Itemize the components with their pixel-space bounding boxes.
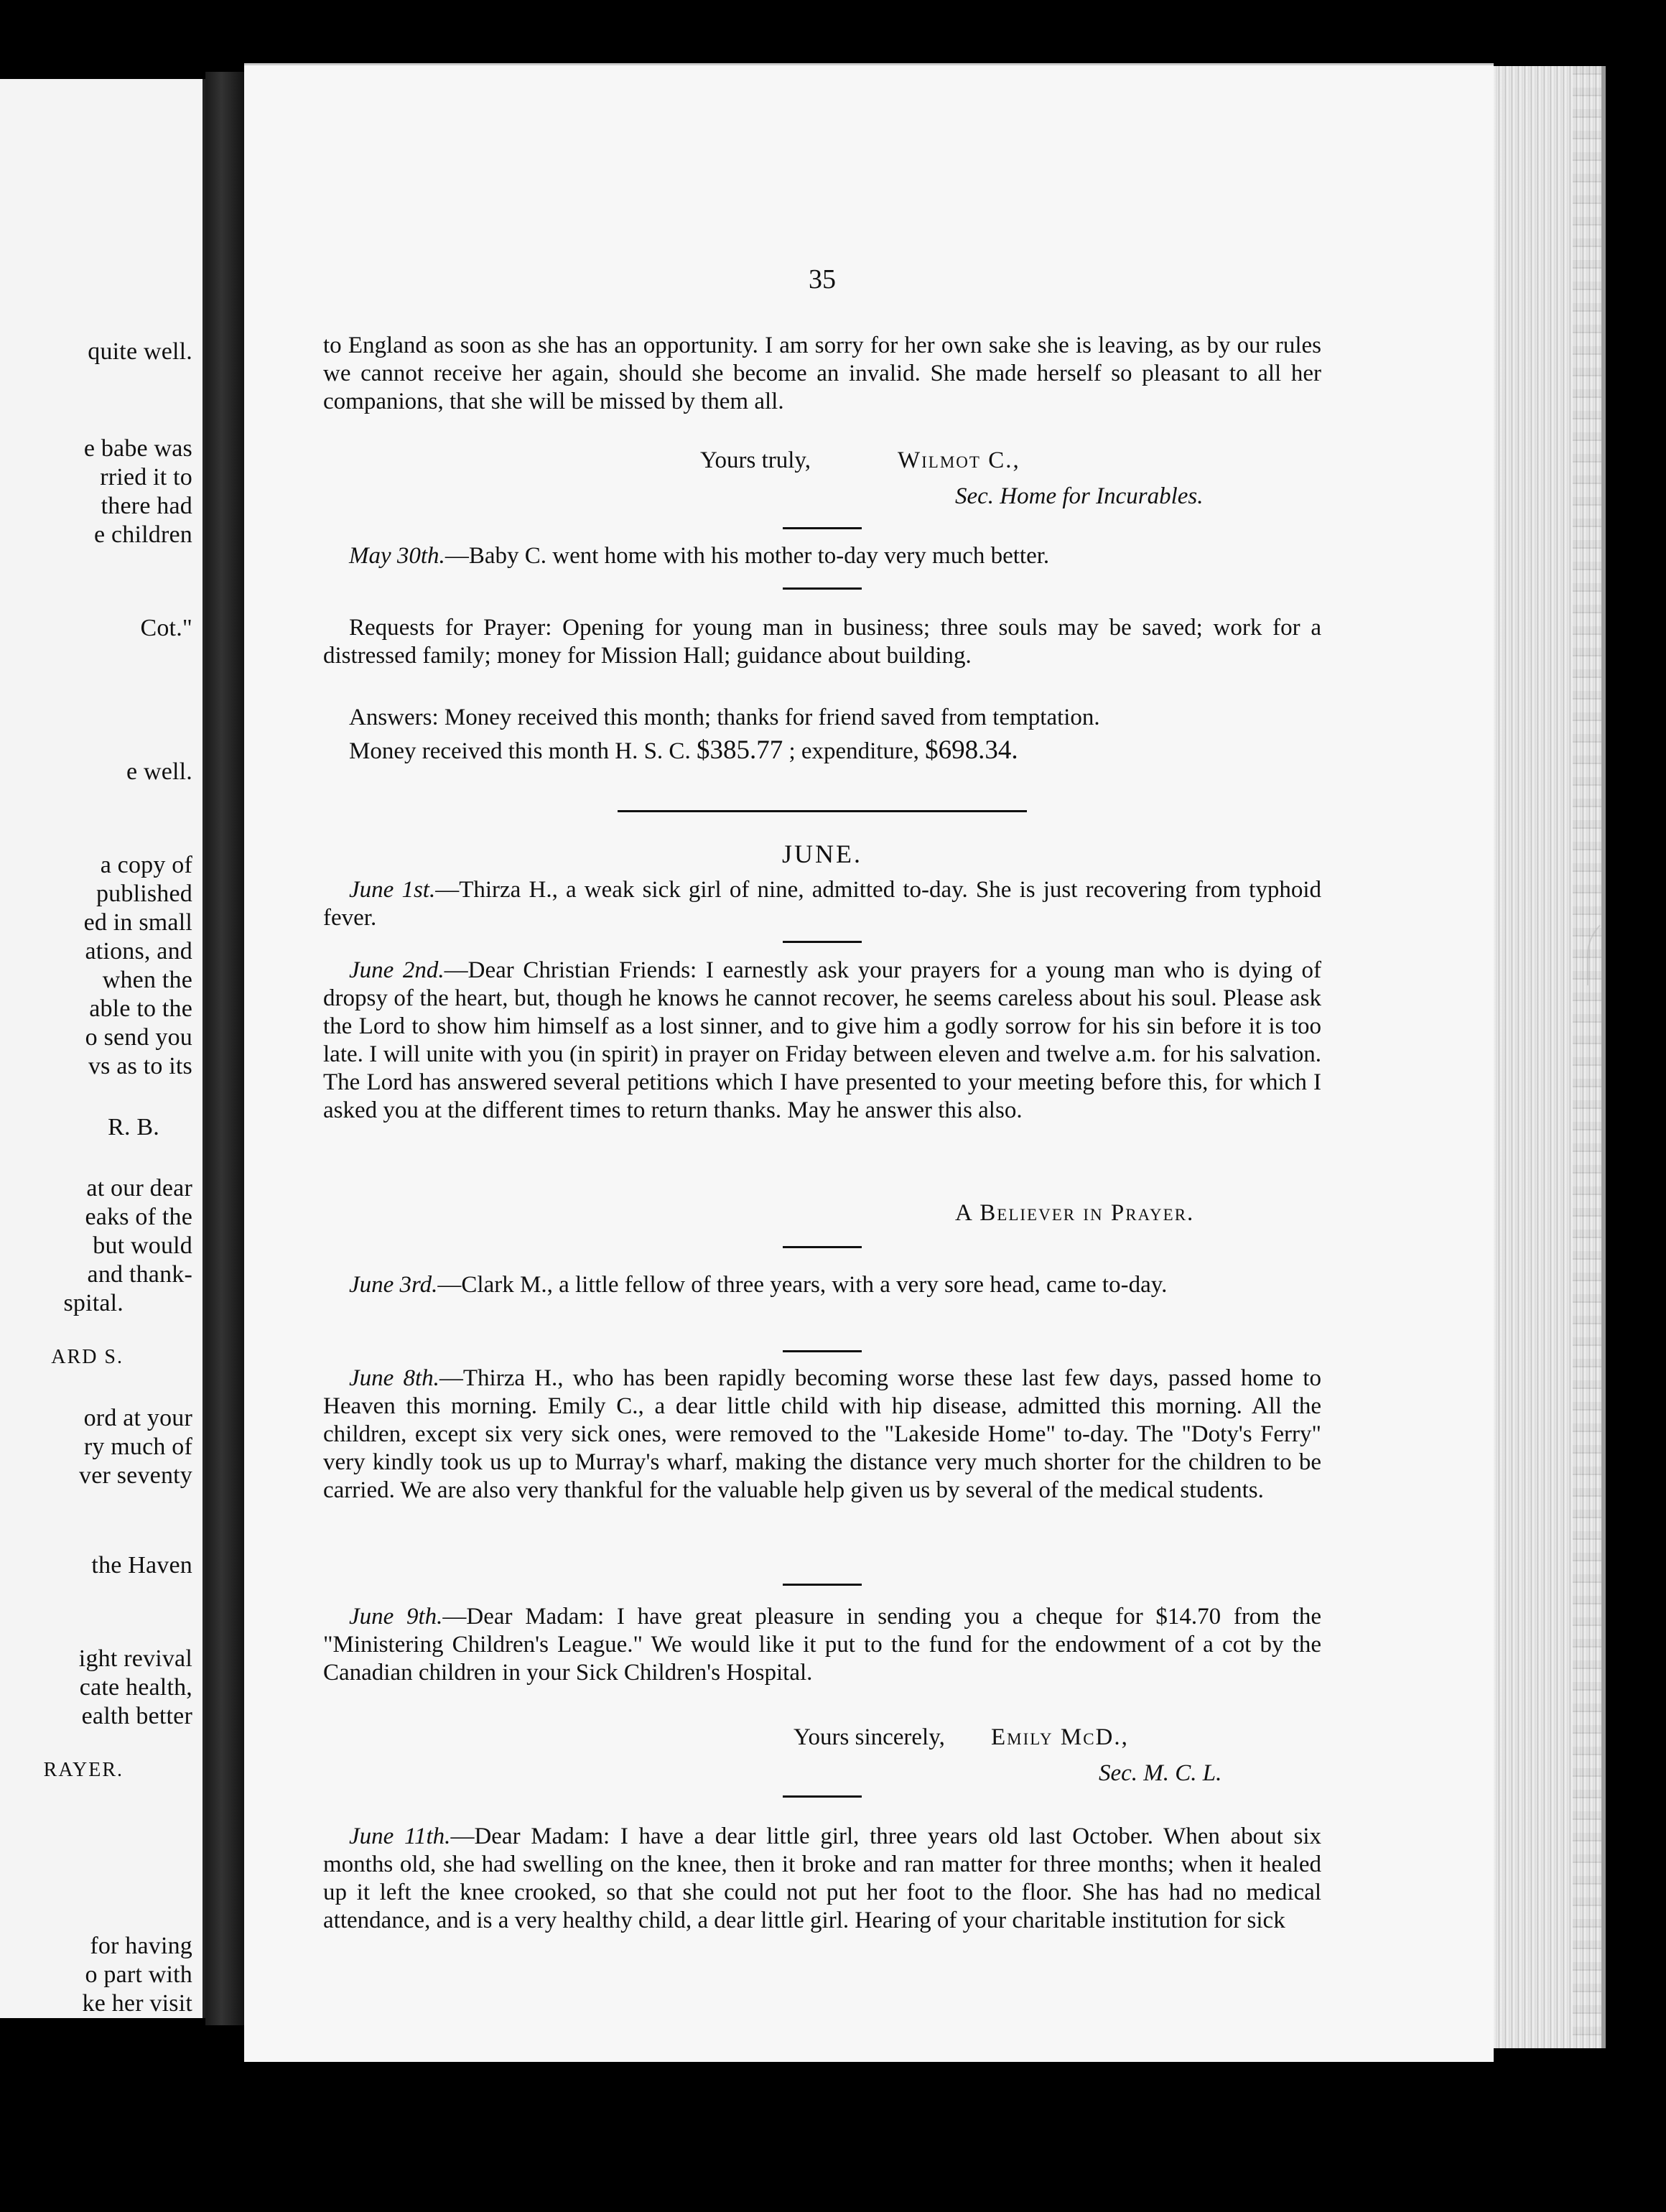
section-rule	[783, 941, 862, 943]
page-edges	[1494, 66, 1606, 2048]
left-page-line: ations, and	[85, 938, 192, 965]
entry-text: —Clark M., a little fellow of three years, with a very sore head, came to-day.	[437, 1272, 1168, 1298]
entry-june-2	[323, 957, 1321, 1125]
left-page-line: ealth better	[81, 1703, 192, 1729]
money-mid: ; expenditure,	[788, 738, 919, 764]
left-page-line: R. B.	[108, 1114, 159, 1140]
letter-body: to England as soon as she has an opportunity. I am sorry for her own sake she is leaving, as by our rules we cannot receive her again, should she become an invalid. She made herself so pleasant to all her companions, that she will be missed by them all.	[323, 333, 1321, 414]
book-gutter	[205, 72, 246, 2025]
entry-date: June 9th.	[349, 1604, 443, 1630]
left-page-line: quite well.	[88, 338, 192, 365]
prayer-answers	[323, 704, 1321, 732]
page-number: 35	[809, 264, 836, 294]
left-page-line: ver seventy	[79, 1462, 192, 1489]
left-page-line: there had	[101, 493, 192, 519]
left-page-line: ARD S.	[51, 1346, 124, 1368]
left-page-line: ight revival	[78, 1645, 192, 1672]
month-divider	[618, 810, 1027, 812]
letter-closing: Yours truly,	[700, 447, 811, 473]
requests-text: Requests for Prayer: Opening for young man in business; three souls may be saved; work for a distressed family; money for Mission Hall; guidance about building.	[323, 615, 1321, 669]
left-page-line: rried it to	[100, 464, 192, 491]
entry-may-30	[323, 542, 1321, 570]
section-rule	[783, 1795, 862, 1798]
letter-signature: Emily McD.,	[991, 1724, 1129, 1750]
entry-date: June 8th.	[349, 1365, 439, 1391]
letter-signatory-title: Sec. M. C. L.	[1099, 1760, 1222, 1786]
entry-date: May 30th.	[349, 543, 445, 569]
entry-text: —Baby C. went home with his mother to-day very much better.	[445, 543, 1050, 569]
entry-june-1	[323, 876, 1321, 932]
entry-june-8	[323, 1365, 1321, 1505]
left-page-line: e children	[94, 521, 192, 548]
entry-date: June 3rd.	[349, 1272, 438, 1298]
entry-june-9	[323, 1603, 1321, 1687]
letter-closing: Yours sincerely,	[794, 1724, 945, 1750]
left-page-line: ord at your	[83, 1405, 192, 1431]
section-rule	[783, 1584, 862, 1586]
left-page-line: published	[96, 880, 192, 907]
left-page-line: e babe was	[83, 435, 192, 462]
left-page-line: RAYER.	[43, 1759, 124, 1781]
left-page-line: cate health,	[79, 1674, 192, 1701]
left-page-line: ed in small	[83, 909, 192, 936]
left-page-line: but would	[93, 1232, 192, 1259]
entry-text: —Dear Christian Friends: I earnestly ask your prayers for a young man who is dying of dropsy of the heart, but, though he knows he cannot recover, he seems careless about his soul. Please ask the Lord to show him himself as a lost sinner, and to give him a godly sorrow for his sin before it is too late. I will unite with you (in spirit) in prayer on Friday between eleven and twelve a.m. for his salvation. The Lord has answered several petitions which I have presented to your meeting before this, for which I asked you at the different times to return thanks. May he answer this also.	[323, 957, 1321, 1123]
section-rule	[783, 527, 862, 529]
month-heading: JUNE.	[782, 840, 862, 868]
left-page-line: spital.	[63, 1290, 124, 1316]
money-expenditure: $698.34.	[925, 735, 1018, 765]
entry-text: —Dear Madam: I have great pleasure in sending you a cheque for $14.70 from the "Ministering Children's League." We would like it put to the fund for the endowment of a cot by the Canadian children in your Sick Children's Hospital.	[323, 1604, 1321, 1686]
entry-date: June 11th.	[349, 1823, 451, 1849]
section-rule	[783, 587, 862, 590]
entry-text: —Thirza H., a weak sick girl of nine, admitted to-day. She is just recovering from typhoid fever.	[323, 877, 1321, 931]
left-page-line: o send you	[85, 1024, 192, 1051]
left-page	[0, 79, 205, 2018]
left-page-line: a copy of	[100, 852, 192, 878]
left-page-line: able to the	[89, 995, 192, 1022]
entry-june-3	[323, 1271, 1321, 1299]
entry-date: June 1st.	[349, 877, 436, 903]
entry-june-11	[323, 1823, 1321, 1935]
entry-text: —Dear Madam: I have a dear little girl, three years old last October. When about six months old, she had swelling on the knee, then it broke and ran matter for three months; when it healed up it left the knee crooked, so that she could not put her foot to the floor. She has had no medical attendance, and is a very healthy child, a dear little girl. Hearing of your charitable institution for sick	[323, 1823, 1321, 1933]
left-page-line: ke her visit	[82, 1990, 192, 2017]
prayer-requests	[323, 614, 1321, 670]
section-rule	[783, 1350, 862, 1352]
letter-signature: Wilmot C.,	[898, 447, 1020, 473]
entry-signature: A Believer in Prayer.	[955, 1200, 1195, 1226]
money-received: $385.77	[696, 735, 783, 765]
left-page-line: vs as to its	[88, 1053, 192, 1079]
entry-text: —Thirza H., who has been rapidly becoming worse these last few days, passed home to Heaven this morning. Emily C., a dear little child with hip disease, admitted this morning. All the children, except six very sick ones, were removed to the "Lakeside Home" to-day. The "Doty's Ferry" very kindly took us up to Murray's wharf, making the distance very much shorter for the children to be carried. We are also very thankful for the valuable help given us by several of the medical students.	[323, 1365, 1321, 1503]
answers-text: Answers: Money received this month; thanks for friend saved from temptation.	[349, 705, 1100, 730]
entry-date: June 2nd.	[349, 957, 445, 983]
left-page-line: ry much of	[83, 1433, 192, 1460]
left-page-line: and thank-	[87, 1261, 192, 1288]
left-page-line: for having	[90, 1933, 192, 1959]
letter-signatory-title: Sec. Home for Incurables.	[955, 483, 1204, 509]
section-rule	[783, 1246, 862, 1248]
letter-home-for-incurables	[323, 332, 1321, 416]
left-page-line: when the	[102, 967, 192, 993]
money-summary	[323, 736, 1321, 766]
left-page-line: Cot."	[140, 615, 192, 641]
left-page-line: eaks of the	[85, 1204, 192, 1230]
money-prefix: Money received this month H. S. C.	[349, 738, 691, 764]
left-page-line: e well.	[126, 758, 192, 785]
left-page-line: at our dear	[86, 1175, 192, 1202]
left-page-line: the Haven	[91, 1552, 192, 1579]
left-page-line: o part with	[85, 1961, 192, 1988]
